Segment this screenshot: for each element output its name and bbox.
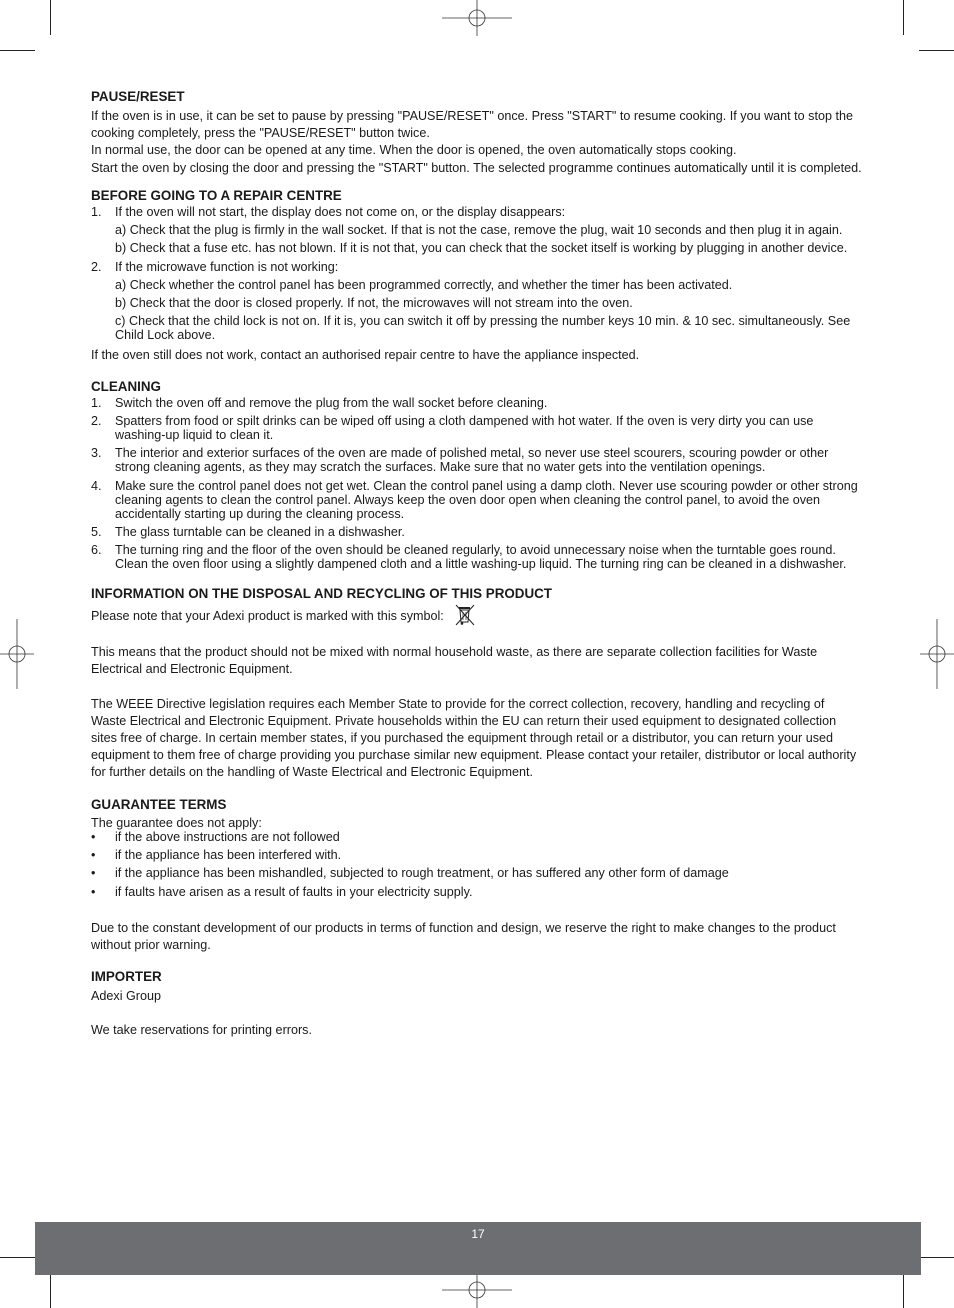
section-heading: CLEANING [91,378,161,394]
sub-item: b) Check that the door is closed properly. If not, the microwaves will not stream into the oven. [115,296,633,311]
list-item-text: The turning ring and the floor of the oven should be cleaned regularly, to avoid unnecessary noise when the turntable goes round. Clean the oven floor using a slightly dampened cloth and a little washing-up liquid. The turning ring can be cleaned in a dishwasher. [115,543,847,572]
printing-errors-note: We take reservations for printing errors. [91,1023,312,1038]
list-item [91,543,863,571]
list-item [91,525,863,539]
sub-item: b) Check that a fuse etc. has not blown. If it is not that, you can check that the socket itself is working by plugging in another device. [115,241,848,256]
section-heading: GUARANTEE TERMS [91,796,227,812]
list-item-text: if faults have arisen as a result of faults in your electricity supply. [115,884,473,899]
crop-mark [50,0,51,35]
numbered-list [91,396,863,571]
symbol-line [91,605,863,627]
list-item-text: if the above instructions are not followed [115,829,340,844]
list-item [91,260,863,343]
registration-mark-right [920,619,954,689]
crop-mark [903,1273,904,1308]
list-item-text: If the oven will not start, the display does not come on, or the display disappears: [115,204,566,219]
bullet-icon: • [91,847,96,862]
registration-mark-top [442,0,512,36]
list-item [91,396,863,410]
section-guarantee-terms [91,796,863,955]
bullet-list [91,830,863,899]
crop-mark [0,50,35,51]
paragraph: In normal use, the door can be opened at any time. When the door is opened, the oven automatically stops cooking. [91,143,737,158]
numbered-list [91,205,863,342]
section-pause-reset [91,88,863,177]
sub-item: a) Check that the plug is firmly in the wall socket. If that is not the case, remove the plug, wait 10 seconds and then plug it in again. [115,223,843,238]
list-item-text: Make sure the control panel does not get wet. Clean the control panel using a damp cloth. Never use scouring powder or other strong cleaning agents to clean the control panel. Always keep the oven door open when cleaning the control panel, to avoid the oven accidentally starting up during the cleaning process. [115,478,858,521]
footer-bar [35,1222,921,1275]
list-number: 5. [91,524,102,539]
section-heading: BEFORE GOING TO A REPAIR CENTRE [91,187,342,203]
list-number: 6. [91,543,102,558]
section-heading: IMPORTER [91,969,162,985]
registration-mark-left [0,619,34,689]
crop-mark [0,1257,35,1258]
sub-item: a) Check whether the control panel has been programmed correctly, and whether the timer has been activated. [115,277,733,292]
sub-item: c) Check that the child lock is not on. If it is, you can switch it off by pressing the number keys 10 min. & 10 sec. simultaneously. See Child Lock above. [115,314,851,343]
paragraph: Due to the constant development of our products in terms of function and design, we reserve the right to make changes to the product without prior warning. [91,920,836,953]
crop-mark [919,1257,954,1258]
list-item-text: If the microwave function is not working: [115,259,339,274]
paragraph: Start the oven by closing the door and pressing the "START" button. The selected programme continues automatically until it is completed. [91,160,862,175]
list-item-text: if the appliance has been interfered with. [115,847,342,862]
paragraph: The WEEE Directive legislation requires each Member State to provide for the correct collection, recovery, handling and recycling of Waste Electrical and Electronic Equipment. Private households within the EU can return their used equipment to designated collection sites free of charge. In certain member states, if you purchased the equipment through retail or a distributor, you can return your used equipment to them free of charge providing you purchase similar new equipment. Please contact your retailer, distributor or local authority for further details on the handling of Waste Electrical and Electronic Equipment. [91,696,857,780]
paragraph: The guarantee does not apply: [91,815,262,830]
page-number: 17 [471,1227,485,1241]
list-number: 1. [91,204,102,219]
list-number: 1. [91,395,102,410]
list-item-text: Spatters from food or spilt drinks can be wiped off using a cloth dampened with hot water. If the oven is very dirty you can use washing-up liquid to clean it. [115,414,814,443]
list-item [91,848,863,862]
importer-name: Adexi Group [91,989,162,1004]
section-repair-centre [91,187,863,364]
paragraph: If the oven is in use, it can be set to pause by pressing "PAUSE/RESET" once. Press "START" to resume cooking. If you want to stop the cooking completely, press the "PAUSE/RESET" button twice. [91,109,853,141]
list-number: 4. [91,478,102,493]
bullet-icon: • [91,884,96,899]
bullet-icon: • [91,829,96,844]
list-number: 3. [91,446,102,461]
list-number: 2. [91,414,102,429]
list-item-text: if the appliance has been mishandled, subjected to rough treatment, or has suffered any other form of damage [115,866,729,881]
crop-mark [50,1273,51,1308]
list-item [91,205,863,255]
list-item [91,414,863,442]
list-item-text: Switch the oven off and remove the plug from the wall socket before cleaning. [115,395,548,410]
list-number: 2. [91,259,102,274]
list-item [91,479,863,521]
list-item [91,446,863,474]
crop-mark [903,0,904,35]
crossed-out-wheelie-bin-icon [454,603,476,627]
crop-mark [919,50,954,51]
paragraph: This means that the product should not be mixed with normal household waste, as there are separate collection facilities for Waste Electrical and Electronic Equipment. [91,645,818,677]
section-cleaning [91,378,863,571]
list-item-text: The interior and exterior surfaces of the oven are made of polished metal, so never use steel scourers, scouring powder or other strong cleaning agents, as they may scratch the surfaces. Make sure that no water gets into the ventilation openings. [115,446,829,475]
list-item [91,830,863,844]
paragraph: If the oven still does not work, contact an authorised repair centre to have the appliance inspected. [91,347,640,362]
bullet-icon: • [91,866,96,881]
registration-mark-bottom [442,1272,512,1308]
section-heading: PAUSE/RESET [91,89,185,104]
manual-content [91,88,863,1050]
section-disposal-recycling [91,585,863,781]
list-item [91,866,863,880]
symbol-line-text: Please note that your Adexi product is marked with this symbol: [91,608,444,623]
section-heading: INFORMATION ON THE DISPOSAL AND RECYCLING OF THIS PRODUCT [91,586,552,602]
section-importer [91,968,863,1039]
list-item [91,885,863,899]
list-item-text: The glass turntable can be cleaned in a dishwasher. [115,524,405,539]
